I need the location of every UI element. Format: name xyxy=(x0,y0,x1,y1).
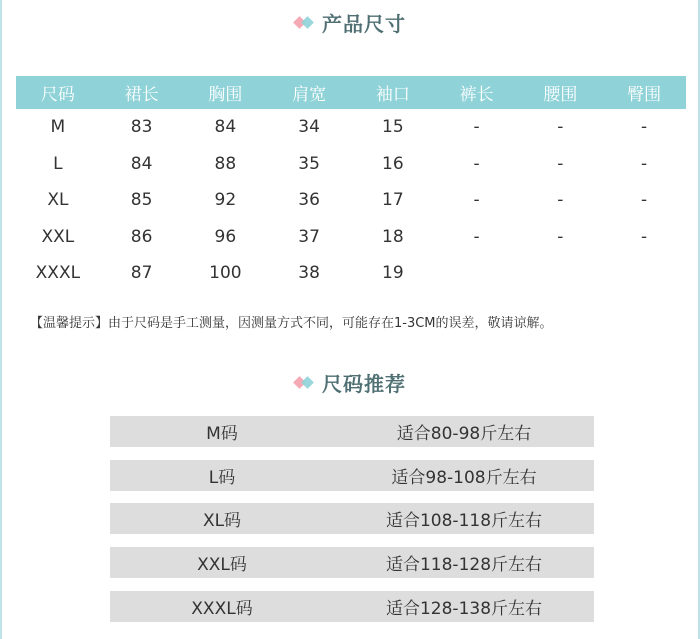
recommend-size: L码 xyxy=(208,468,236,488)
table-cell: - xyxy=(557,153,564,174)
recommend-size: XL码 xyxy=(202,511,242,531)
header-pants-length: 裤长 xyxy=(435,76,519,109)
table-cell: XXL xyxy=(41,226,75,247)
header-hip: 臀围 xyxy=(602,76,686,109)
header-cuff: 袖口 xyxy=(351,76,435,109)
recommend-row xyxy=(110,503,594,534)
recommend-row xyxy=(110,416,594,447)
table-cell: 85 xyxy=(130,190,153,211)
recommend-weight: 适合80-98斤左右 xyxy=(396,424,532,444)
header-size: 尺码 xyxy=(16,76,100,109)
recommend-row xyxy=(110,547,594,578)
table-cell: 96 xyxy=(214,226,237,247)
table-cell: M xyxy=(50,117,66,138)
table-cell: 84 xyxy=(130,153,153,174)
table-cell: 83 xyxy=(130,117,153,138)
table-cell: 16 xyxy=(382,153,404,174)
table-cell: XL xyxy=(47,190,69,211)
recommend-section-title-text: 尺码推荐 xyxy=(322,372,406,396)
table-cell: - xyxy=(473,226,480,247)
table-cell: - xyxy=(641,226,648,247)
table-cell: 15 xyxy=(382,117,404,138)
table-cell: 38 xyxy=(298,263,320,284)
table-cell: 92 xyxy=(214,190,237,211)
diamond-icon xyxy=(294,16,316,30)
table-cell: 100 xyxy=(209,263,242,284)
table-cell: 88 xyxy=(214,153,237,174)
table-cell: - xyxy=(473,153,480,174)
table-cell: XXXL xyxy=(35,263,81,284)
recommend-weight: 适合128-138斤左右 xyxy=(385,599,543,619)
table-cell xyxy=(602,255,686,292)
header-skirt-length: 裙长 xyxy=(100,76,184,109)
diamond-icon xyxy=(294,376,316,390)
table-cell: - xyxy=(641,117,648,138)
table-cell: - xyxy=(557,226,564,247)
size-table xyxy=(16,76,686,292)
table-cell: - xyxy=(641,190,648,211)
table-cell: 87 xyxy=(130,263,153,284)
header-bust: 胸围 xyxy=(184,76,268,109)
table-cell: - xyxy=(473,117,480,138)
table-cell: L xyxy=(53,153,63,174)
recommend-weight: 适合108-118斤左右 xyxy=(385,511,543,531)
size-section-title xyxy=(0,8,700,37)
recommend-size: XXL码 xyxy=(197,555,247,575)
table-cell: 19 xyxy=(382,263,404,284)
frame-border-left xyxy=(0,0,2,639)
table-cell: 18 xyxy=(382,226,404,247)
table-row xyxy=(16,182,686,219)
table-cell: 36 xyxy=(298,190,320,211)
table-cell xyxy=(519,255,603,292)
header-shoulder: 肩宽 xyxy=(267,76,351,109)
recommend-size: XXXL码 xyxy=(191,599,253,619)
table-row xyxy=(16,109,686,146)
recommend-weight: 适合98-108斤左右 xyxy=(391,468,537,488)
recommend-row xyxy=(110,460,594,491)
table-cell: 37 xyxy=(298,226,320,247)
table-row xyxy=(16,255,686,292)
table-cell xyxy=(435,255,519,292)
recommend-row xyxy=(110,591,594,622)
table-cell: 35 xyxy=(298,153,320,174)
recommend-section-title xyxy=(0,368,700,397)
table-cell: 86 xyxy=(130,226,153,247)
table-cell: 84 xyxy=(214,117,237,138)
size-section-title-text: 产品尺寸 xyxy=(322,12,406,36)
measurement-tip: 【温馨提示】由于尺码是手工测量，因测量方式不同，可能存在1-3CM的误差，敬请谅解。 xyxy=(30,316,553,331)
size-table-header-row xyxy=(16,76,686,109)
table-cell: - xyxy=(557,190,564,211)
table-cell: - xyxy=(473,190,480,211)
table-cell: 34 xyxy=(298,117,320,138)
table-cell: 17 xyxy=(382,190,404,211)
table-row xyxy=(16,219,686,256)
table-row xyxy=(16,146,686,183)
table-cell: - xyxy=(641,153,648,174)
table-cell: - xyxy=(557,117,564,138)
recommend-weight: 适合118-128斤左右 xyxy=(385,555,543,575)
header-waist: 腰围 xyxy=(519,76,603,109)
recommend-size: M码 xyxy=(206,424,238,444)
